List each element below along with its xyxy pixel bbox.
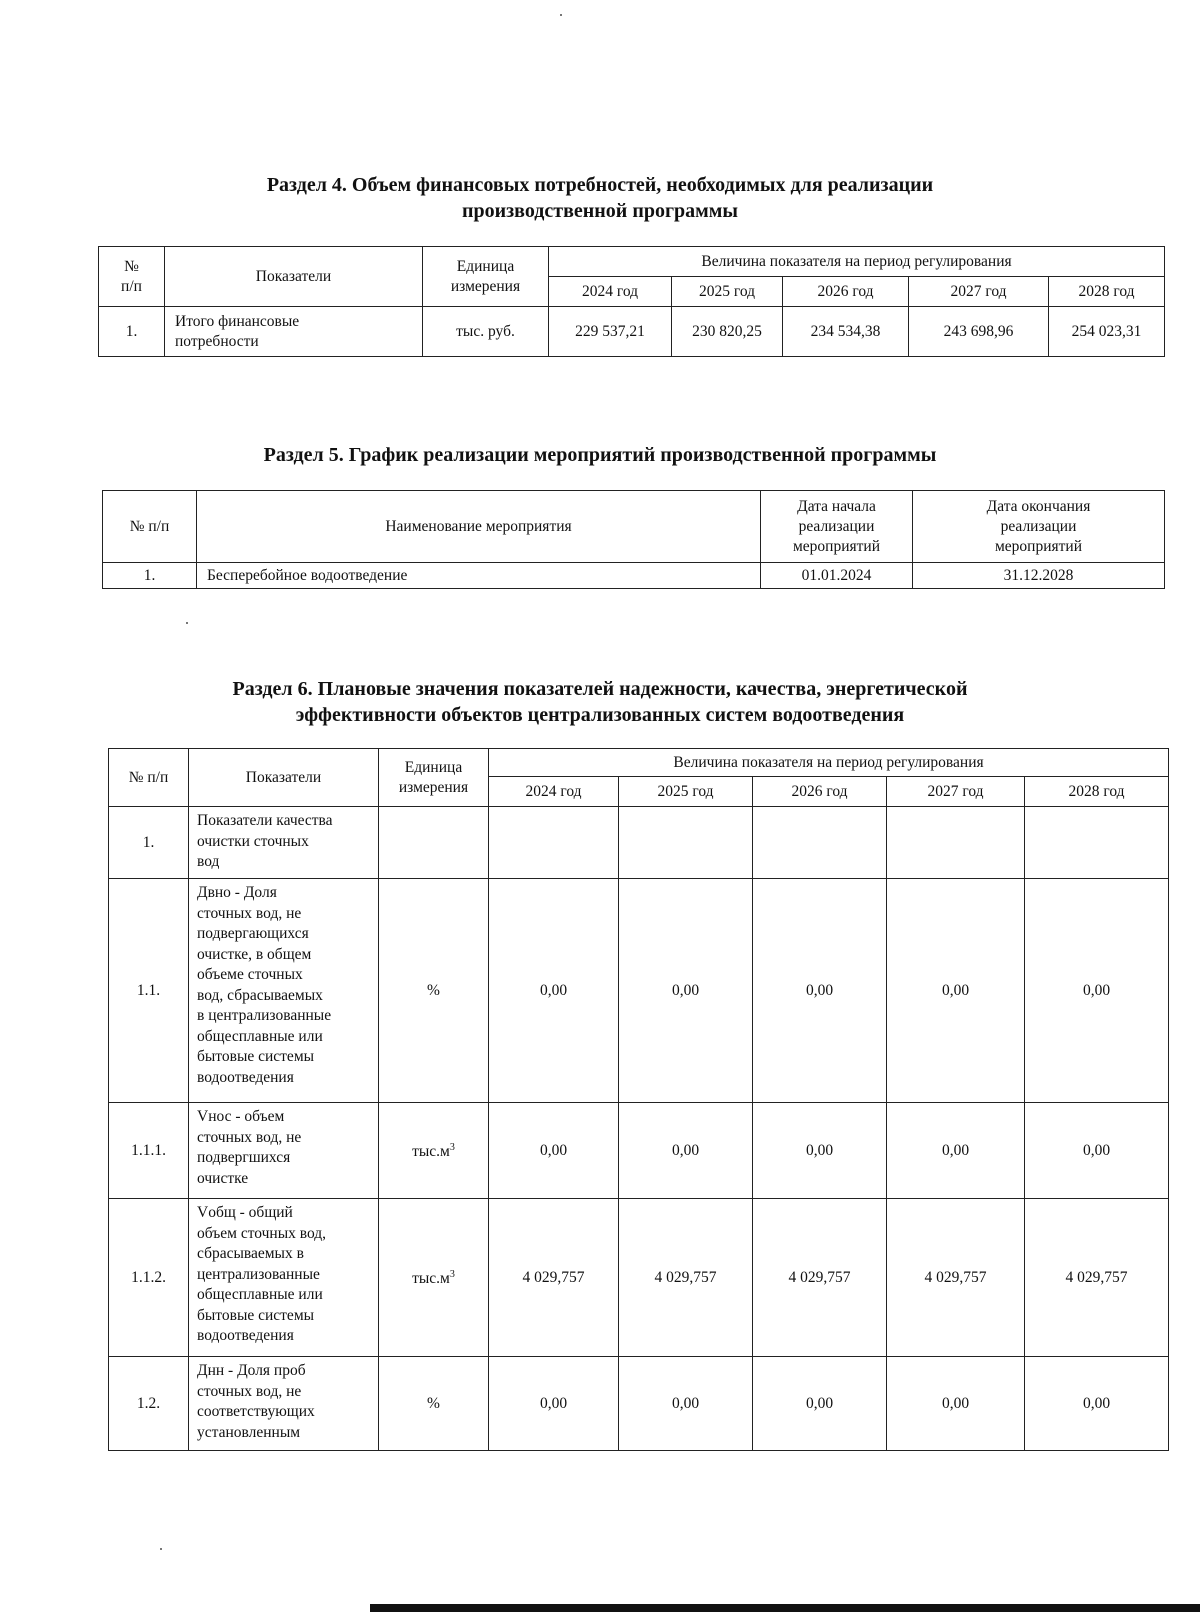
s5-header-start-line3: мероприятий	[792, 537, 881, 555]
s6-row-value	[887, 807, 1025, 879]
s6-row-value: 4 029,757	[1025, 1199, 1169, 1357]
scan-speck	[560, 14, 562, 16]
s4-header-year: 2028 год	[1049, 277, 1165, 307]
s6-row-value: 0,00	[489, 879, 619, 1103]
s6-indicator-line: бытовые системы	[197, 1048, 315, 1065]
s6-indicator-line: водоотведения	[197, 1068, 294, 1086]
section5-table	[102, 490, 1165, 589]
s6-indicator-line: общесплавные или	[197, 1027, 323, 1045]
s4-header-num-line2: п/п	[121, 277, 142, 295]
s6-row-value: 0,00	[489, 1357, 619, 1451]
s5-header-start-line2: реализации	[798, 517, 875, 535]
scan-speck	[160, 1548, 162, 1550]
s6-row-num: 1.1.	[109, 879, 189, 1103]
s6-row-value	[1025, 807, 1169, 879]
section4-title-line1: Раздел 4. Объем финансовых потребностей, необходимых для реализации	[266, 174, 934, 196]
s6-indicator-line: вод, сбрасываемых	[197, 986, 323, 1004]
s4-header-indicators: Показатели	[165, 247, 423, 307]
s6-row-unit: %	[379, 1357, 489, 1451]
s4-header-num	[99, 247, 165, 307]
s5-header-end-line2: реализации	[1000, 517, 1077, 535]
s6-indicator-line: Vобщ - общий	[197, 1204, 293, 1221]
s6-header-year: 2025 год	[619, 777, 753, 807]
table-row	[109, 1357, 1169, 1451]
s6-indicator-line: бытовые системы	[197, 1306, 315, 1324]
s6-indicator-line: установленным	[197, 1423, 301, 1441]
s5-header-end-line3: мероприятий	[994, 537, 1083, 555]
s6-indicator-line: сточных вод, не	[197, 1382, 302, 1400]
s6-unit-sup: 3	[449, 1142, 455, 1154]
s6-row-unit	[379, 1103, 489, 1199]
s6-header-unit-line2: измерения	[398, 778, 469, 796]
s6-row-num: 1.1.1.	[109, 1103, 189, 1199]
s4-header-year: 2027 год	[909, 277, 1049, 307]
s6-row-value: 0,00	[619, 1103, 753, 1199]
s6-unit-sup: 3	[449, 1269, 455, 1281]
s6-indicator-line: подвергающихся	[197, 925, 309, 942]
section6-title	[0, 676, 1200, 728]
s6-header-num: № п/п	[109, 749, 189, 807]
s6-row-value: 4 029,757	[753, 1199, 887, 1357]
s6-header-year: 2027 год	[887, 777, 1025, 807]
s4-header-year: 2025 год	[672, 277, 783, 307]
s4-row-num: 1.	[99, 307, 165, 357]
s6-row-value: 0,00	[1025, 879, 1169, 1103]
s4-header-unit-line1: Единица	[456, 257, 515, 275]
s6-indicator-line: в централизованные	[197, 1007, 332, 1024]
section6-table	[108, 748, 1169, 1451]
s4-row-unit: тыс. руб.	[423, 307, 549, 357]
s6-indicator-line: Показатели качества	[197, 812, 333, 829]
s6-unit-text: тыс.м	[412, 1270, 450, 1288]
s6-row-value: 0,00	[619, 1357, 753, 1451]
s4-header-unit	[423, 247, 549, 307]
s6-row-num: 1.2.	[109, 1357, 189, 1451]
s6-row-value	[489, 807, 619, 879]
s5-row-start: 01.01.2024	[761, 563, 913, 589]
s4-header-num-line1: №	[124, 257, 139, 275]
s4-row-value: 243 698,96	[909, 307, 1049, 357]
s6-row-value: 0,00	[887, 1357, 1025, 1451]
s4-row-value: 234 534,38	[783, 307, 909, 357]
s6-indicator-line: очистки сточных	[197, 832, 309, 850]
section4-table	[98, 246, 1165, 357]
s4-row-value: 230 820,25	[672, 307, 783, 357]
s6-row-indicator	[189, 1199, 379, 1357]
s6-header-unit-line1: Единица	[404, 758, 463, 776]
scan-speck	[186, 622, 188, 624]
s6-indicator-line: очистке, в общем	[197, 945, 312, 963]
section4-title	[0, 172, 1200, 224]
table-row	[103, 563, 1165, 589]
s6-indicator-line: вод	[197, 853, 220, 870]
s6-row-value	[753, 807, 887, 879]
s6-indicator-line: очистке	[197, 1169, 249, 1187]
s6-row-num: 1.	[109, 807, 189, 879]
section5-title	[0, 442, 1200, 468]
s4-header-year: 2026 год	[783, 277, 909, 307]
s5-header-end	[913, 491, 1165, 563]
s6-row-value: 0,00	[753, 1357, 887, 1451]
s6-indicator-line: Днн - Доля проб	[197, 1362, 306, 1379]
s6-row-unit	[379, 1199, 489, 1357]
s6-row-value: 4 029,757	[489, 1199, 619, 1357]
table-row	[109, 1199, 1169, 1357]
s6-row-unit: %	[379, 879, 489, 1103]
s6-header-year: 2026 год	[753, 777, 887, 807]
s6-row-value: 0,00	[619, 879, 753, 1103]
s4-row-name-line1: Итого финансовые	[175, 312, 300, 330]
table-row	[99, 307, 1165, 357]
s6-indicator-line: общесплавные или	[197, 1286, 323, 1303]
s6-row-indicator	[189, 807, 379, 879]
s6-indicator-line: водоотведения	[197, 1327, 294, 1344]
s6-row-indicator	[189, 879, 379, 1103]
s6-indicator-line: подвергшихся	[197, 1149, 291, 1166]
s6-row-value: 0,00	[753, 879, 887, 1103]
s6-row-value: 0,00	[887, 1103, 1025, 1199]
s6-row-value: 0,00	[489, 1103, 619, 1199]
s6-row-value: 4 029,757	[887, 1199, 1025, 1357]
s6-row-value	[619, 807, 753, 879]
s6-indicator-line: сточных вод, не	[197, 904, 302, 922]
s6-row-value: 0,00	[753, 1103, 887, 1199]
s5-header-num: № п/п	[103, 491, 197, 563]
s6-row-indicator	[189, 1357, 379, 1451]
section6-title-line1: Раздел 6. Плановые значения показателей надежности, качества, энергетической	[232, 678, 968, 700]
section6-title-line2: эффективности объектов централизованных систем водоотведения	[295, 704, 905, 726]
s6-row-value: 0,00	[1025, 1103, 1169, 1199]
s6-row-value: 4 029,757	[619, 1199, 753, 1357]
s5-row-end: 31.12.2028	[913, 563, 1165, 589]
s6-indicator-line: соответствующих	[197, 1403, 315, 1420]
s6-header-value-group: Величина показателя на период регулирования	[489, 749, 1169, 777]
s5-header-end-line1: Дата окончания	[986, 497, 1091, 515]
s6-indicator-line: объем сточных вод,	[197, 1224, 327, 1242]
table-row	[109, 1103, 1169, 1199]
s6-unit-text: тыс.м	[412, 1143, 450, 1161]
s6-header-unit	[379, 749, 489, 807]
s6-indicator-line: Vнос - объем	[197, 1108, 285, 1125]
s4-header-value-group: Величина показателя на период регулирования	[549, 247, 1165, 277]
s6-indicator-line: централизованные	[197, 1265, 320, 1283]
s4-header-year: 2024 год	[549, 277, 672, 307]
s6-row-num: 1.1.2.	[109, 1199, 189, 1357]
s6-indicator-line: объеме сточных	[197, 966, 303, 983]
s5-header-name: Наименование мероприятия	[197, 491, 761, 563]
section5-title-text: Раздел 5. График реализации мероприятий производственной программы	[263, 444, 937, 466]
s6-row-value: 0,00	[887, 879, 1025, 1103]
table-row	[109, 879, 1169, 1103]
s4-row-value: 254 023,31	[1049, 307, 1165, 357]
scan-bottom-edge	[370, 1604, 1200, 1612]
s5-header-start	[761, 491, 913, 563]
section4-title-line2: производственной программы	[461, 200, 739, 222]
s6-header-year: 2024 год	[489, 777, 619, 807]
s6-row-unit	[379, 807, 489, 879]
s6-indicator-line: Двно - Доля	[197, 884, 277, 901]
s6-indicator-line: сточных вод, не	[197, 1128, 302, 1146]
s6-indicator-line: сбрасываемых в	[197, 1245, 304, 1262]
s6-header-year: 2028 год	[1025, 777, 1169, 807]
s4-row-name	[165, 307, 423, 357]
s6-row-indicator	[189, 1103, 379, 1199]
s4-row-name-line2: потребности	[175, 332, 259, 350]
s5-header-start-line1: Дата начала	[797, 497, 876, 515]
s5-row-name: Бесперебойное водоотведение	[197, 563, 761, 589]
table-row	[109, 807, 1169, 879]
s6-row-value: 0,00	[1025, 1357, 1169, 1451]
s4-row-value: 229 537,21	[549, 307, 672, 357]
s4-header-unit-line2: измерения	[450, 277, 521, 295]
s6-header-indicators: Показатели	[189, 749, 379, 807]
s5-row-num: 1.	[103, 563, 197, 589]
